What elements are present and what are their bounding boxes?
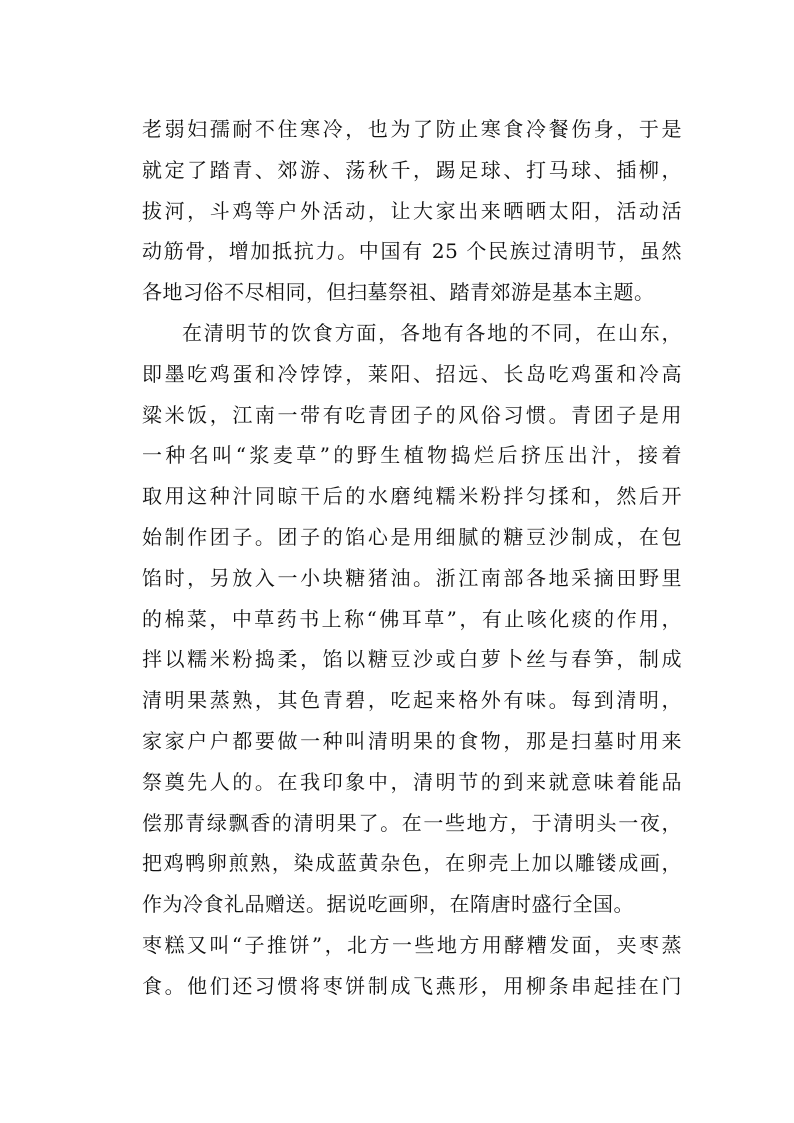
- text-line: 拔河，斗鸡等户外活动，让大家出来晒晒太阳，活动活: [142, 198, 682, 223]
- text-line: 作为冷食礼品赠送。据说吃画卵，在隋唐时盛行全国。: [142, 892, 634, 917]
- text-line: 取用这种汁同晾干后的水磨纯糯米粉拌匀揉和，然后开: [142, 484, 682, 509]
- text-line: 馅时，另放入一小块糖猪油。浙江南部各地采摘田野里: [142, 565, 682, 590]
- text-line: 就定了踏青、郊游、荡秋千，踢足球、打马球、插柳，: [142, 157, 682, 182]
- text-line: 一种名叫“浆麦草”的野生植物捣烂后挤压出汁，接着: [142, 443, 682, 468]
- text-line: 的棉菜，中草药书上称“佛耳草”，有止咳化痰的作用，: [142, 606, 682, 631]
- text-line-paragraph-start: 在清明节的饮食方面，各地有各地的不同，在山东，: [182, 320, 682, 345]
- text-line: 祭奠先人的。在我印象中，清明节的到来就意味着能品: [142, 769, 682, 794]
- text-line: 拌以糯米粉捣柔，馅以糖豆沙或白萝卜丝与春笋，制成: [142, 647, 682, 672]
- text-line: 各地习俗不尽相同，但扫墓祭祖、踏青郊游是基本主题。: [142, 280, 655, 305]
- text-line: 把鸡鸭卵煎熟，染成蓝黄杂色，在卵壳上加以雕镂成画，: [142, 851, 682, 876]
- document-body: [142, 109, 682, 1007]
- text-line: 老弱妇孺耐不住寒冷，也为了防止寒食冷餐伤身，于是: [142, 117, 682, 141]
- text-line: 家家户户都要做一种叫清明果的食物，那是扫墓时用来: [142, 728, 682, 753]
- text-line: 食。他们还习惯将枣饼制成飞燕形，用柳条串起挂在门: [142, 973, 682, 998]
- text-line: 动筋骨，增加抵抗力。中国有 25 个民族过清明节，虽然: [142, 239, 682, 264]
- text-line: 清明果蒸熟，其色青碧，吃起来格外有味。每到清明，: [142, 688, 682, 713]
- text-line: 偿那青绿飘香的清明果了。在一些地方，于清明头一夜，: [142, 810, 682, 835]
- text-line: 始制作团子。团子的馅心是用细腻的糖豆沙制成，在包: [142, 524, 682, 549]
- text-line: 粱米饭，江南一带有吃青团子的风俗习惯。青团子是用: [142, 402, 682, 427]
- text-line: 枣糕又叫“子推饼”，北方一些地方用酵糟发面，夹枣蒸: [142, 932, 682, 957]
- text-line: 即墨吃鸡蛋和冷饽饽，莱阳、招远、长岛吃鸡蛋和冷高: [142, 361, 682, 386]
